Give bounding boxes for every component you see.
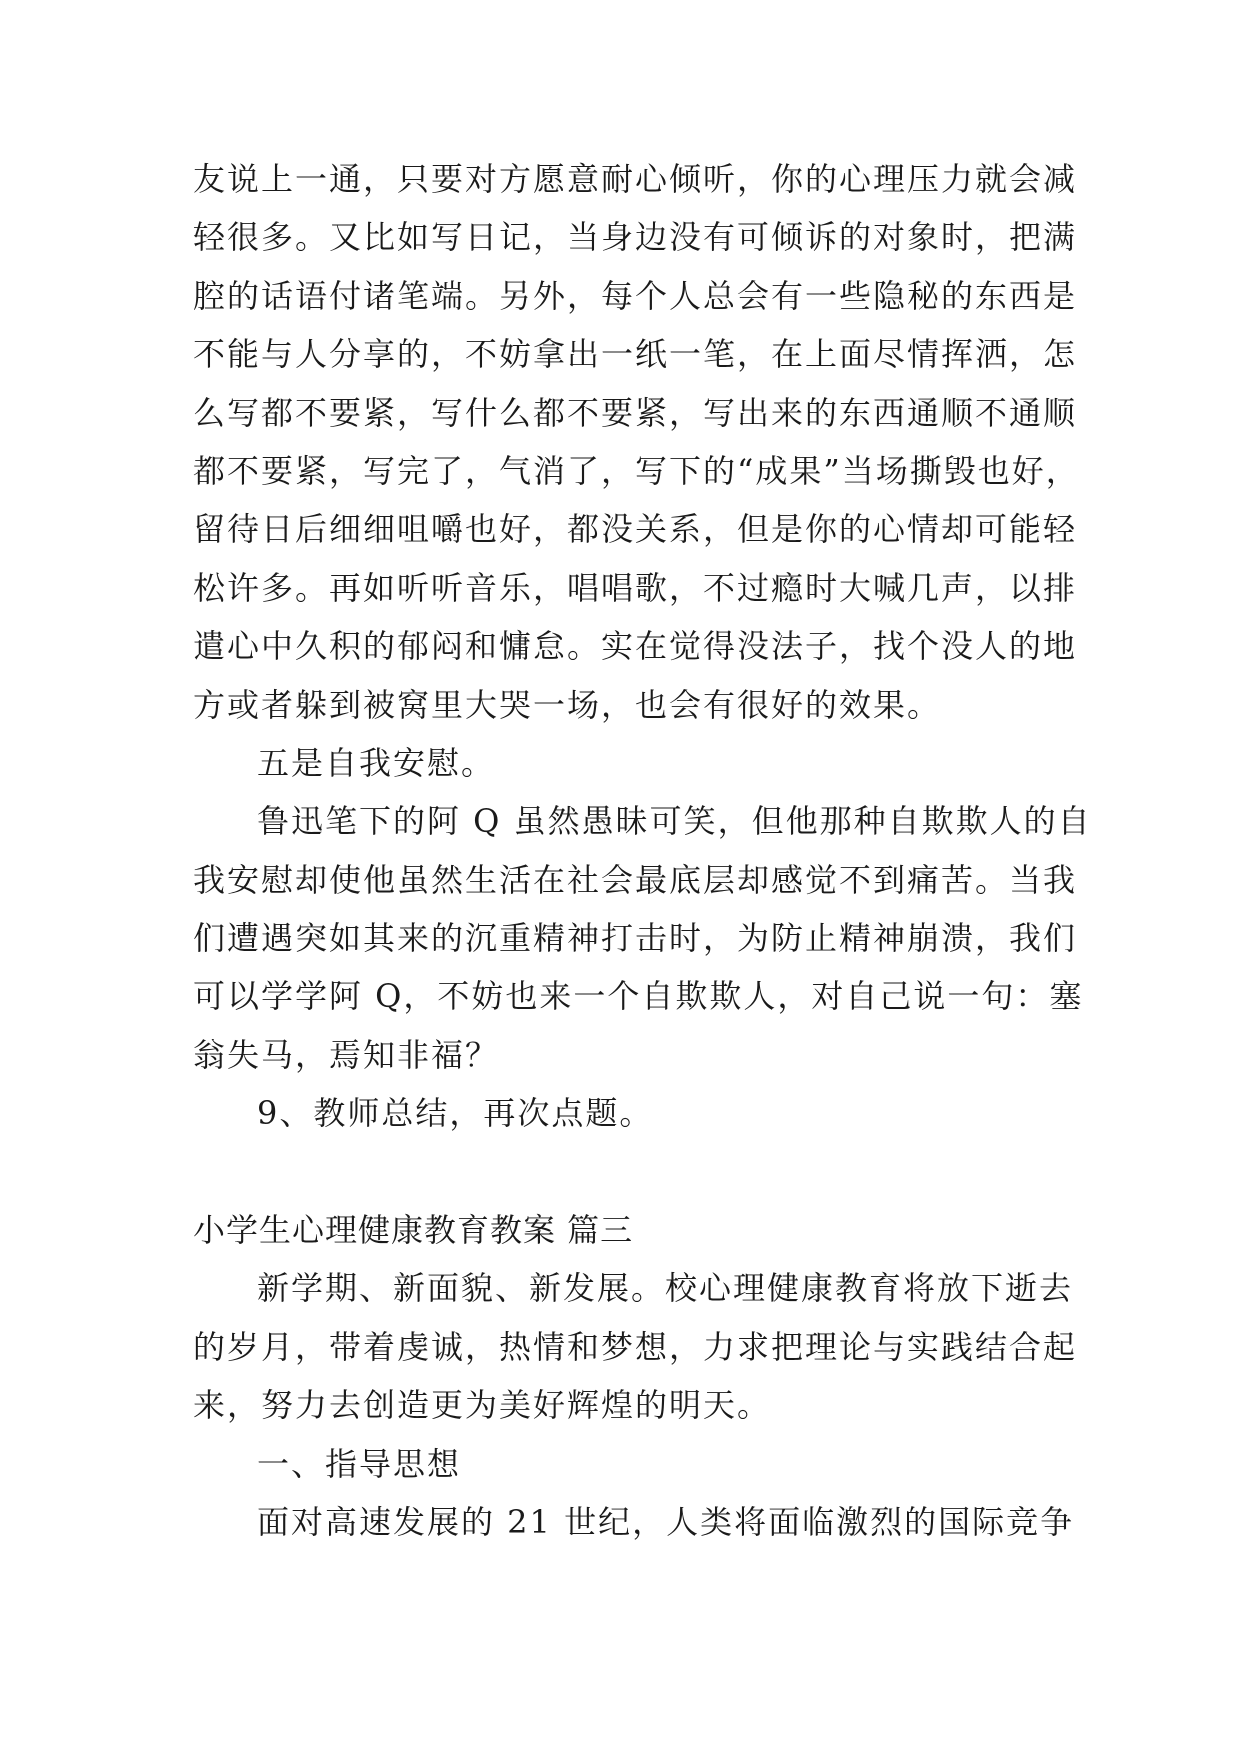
text-line: 的岁月，带着虔诚，热情和梦想，力求把理论与实践结合起 xyxy=(193,1327,1078,1366)
text-line: 可以学学阿 Q，不妨也来一个自欺欺人，对自己说一句：塞 xyxy=(193,977,1084,1016)
blank-line xyxy=(193,1143,1053,1201)
subheading-guiding-thought: 一、指导思想 xyxy=(257,1444,462,1483)
text-line: 不能与人分享的，不妨拿出一纸一笔，在上面尽情挥洒，怎 xyxy=(193,335,1078,374)
paragraph-guiding-thought xyxy=(193,1493,1075,1551)
paragraph-venting-methods xyxy=(193,150,1080,734)
step-nine: 9、教师总结，再次点题。 xyxy=(257,1094,654,1133)
text-line: 们遭遇突如其来的沉重精神打击时，为防止精神崩溃，我们 xyxy=(193,919,1078,958)
text-line: 轻很多。又比如写日记，当身边没有可倾诉的对象时，把满 xyxy=(193,218,1078,257)
section-heading: 小学生心理健康教育教案 篇三 xyxy=(193,1211,634,1250)
text-line: 友说上一通，只要对方愿意耐心倾听，你的心理压力就会减 xyxy=(193,160,1078,198)
text-line: 来，努力去创造更为美好辉煌的明天。 xyxy=(193,1386,772,1425)
text-line: 我安慰却使他虽然生活在社会最底层却感觉不到痛苦。当我 xyxy=(193,860,1078,899)
paragraph-self-comfort xyxy=(193,792,1092,1084)
text-line: 方或者躲到被窝里大哭一场，也会有很好的效果。 xyxy=(193,685,942,724)
text-line: 松许多。再如听听音乐，唱唱歌，不过瘾时大喊几声，以排 xyxy=(193,568,1078,607)
text-line: 遣心中久积的郁闷和慵怠。实在觉得没法子，找个没人的地 xyxy=(193,627,1078,666)
text-line: 新学期、新面貌、新发展。校心理健康教育将放下逝去 xyxy=(257,1269,1074,1308)
document-page xyxy=(193,150,1092,1551)
paragraph-section-intro xyxy=(193,1259,1078,1434)
text-line: 鲁迅笔下的阿 Q 虽然愚昧可笑，但他那种自欺欺人的自 xyxy=(257,802,1092,841)
text-line: 都不要紧，写完了，气消了，写下的“成果”当场撕毁也好， xyxy=(193,451,1080,490)
text-line: 么写都不要紧，写什么都不要紧，写出来的东西通顺不通顺 xyxy=(193,393,1078,432)
text-line: 翁失马，焉知非福？ xyxy=(193,1035,500,1074)
text-line: 腔的话语付诸笔端。另外，每个人总会有一些隐秘的东西是 xyxy=(193,276,1078,315)
point-five-title: 五是自我安慰。 xyxy=(257,743,496,782)
text-line: 面对高速发展的 21 世纪，人类将面临激烈的国际竞争 xyxy=(257,1502,1075,1541)
text-line: 留待日后细细咀嚼也好，都没关系，但是你的心情却可能轻 xyxy=(193,510,1078,549)
